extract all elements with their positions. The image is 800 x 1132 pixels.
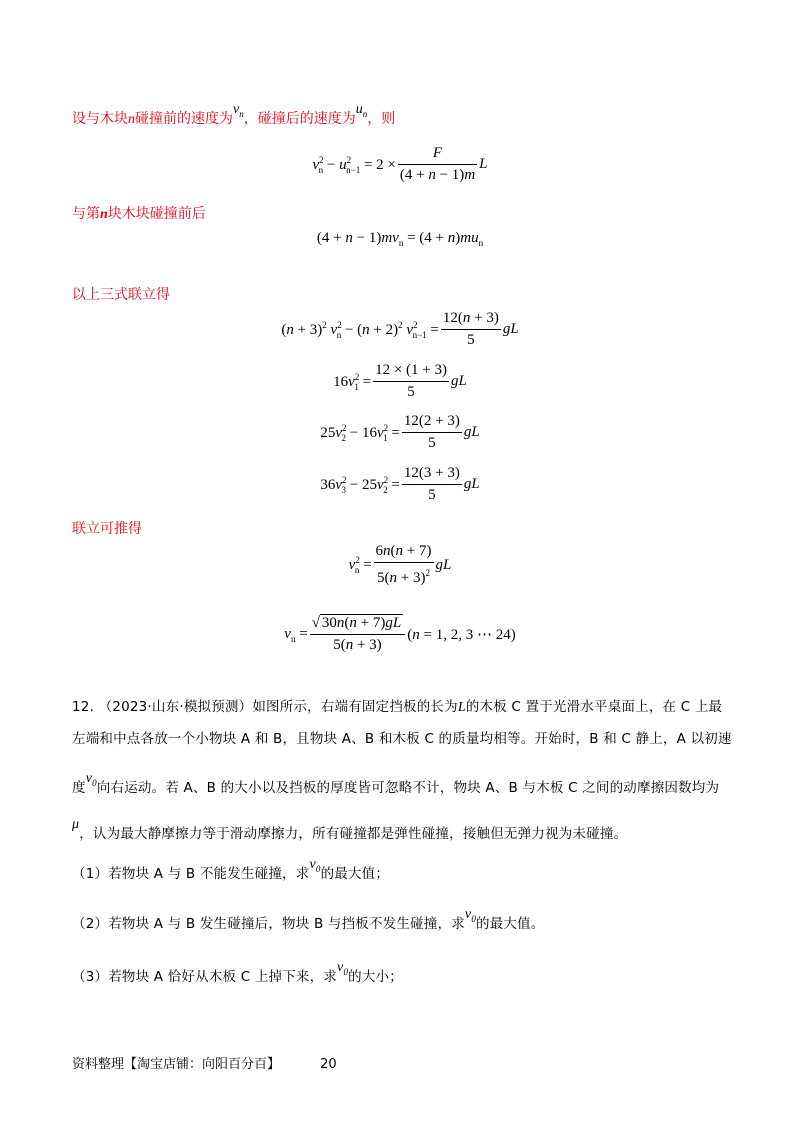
var-vn: $v_n$ <box>233 102 244 119</box>
text: ，碰撞后的速度为 <box>243 111 356 127</box>
var-n: n <box>128 112 135 127</box>
var-un: $u_n$ <box>355 102 368 119</box>
equation-4: $16v^2_1$ = $\frac{12 \times (1 + 3)}{5}$ gL <box>333 362 467 400</box>
equation-1: $v^2_n - u^2_{n-1} = 2$ × $\frac{F}{(4 + n - 1)m}$ L <box>312 145 488 183</box>
equation-8: $v_n$ = $\frac{√ 30n(n + 7)gL}{5(n + 3)}$ (n = 1, 2, 3 ⋯ 24) <box>284 615 516 653</box>
problem-line-3: 度$v_0$向右运动。若 A、B 的大小以及挡板的厚度皆可忽略不计，物块 A、B 与木板 C 之间的动摩擦因数均为 <box>72 771 720 796</box>
footer-label: 资料整理【淘宝店铺：向阳百分百】 <box>72 1057 281 1072</box>
text: ，则 <box>367 111 396 127</box>
equation-6: $36v^2_3 - 25v^2_2$ = $\frac{12(3 + 3)}{5}$ gL <box>320 465 480 503</box>
solution-line-2: 与第n块木块碰撞前后 <box>72 206 206 222</box>
question-2: （2）若物块 A 与 B 发生碰撞后，物块 B 与挡板不发生碰撞，求$v_0$的最大值。 <box>72 907 545 932</box>
footer <box>72 1053 337 1072</box>
solution-line-3: 以上三式联立得 <box>72 287 170 303</box>
problem-line-4: μ，认为最大静摩擦力等于滑动摩擦力，所有碰撞都是弹性碰撞，接触但无弹力视为未碰撞。 <box>72 817 628 842</box>
problem-number: 12. <box>72 699 95 715</box>
problem-line-2: 左端和中点各放一个小物块 A 和 B，且物块 A、B 和木板 C 的质量均相等。开始时，B 和 C 静上，A 以初速 <box>72 731 732 747</box>
problem-source: （2023·山东·模拟预测） <box>98 699 253 715</box>
text: 碰撞前的速度为 <box>135 111 233 127</box>
var-mu: μ <box>72 817 80 832</box>
text: 设与木块 <box>72 111 128 127</box>
equation-5: $25v^2_2 - 16v^2_1$ = $\frac{12(2 + 3)}{5}$ gL <box>320 413 480 451</box>
equation-7: $v^2_n$ = $\frac{6n(n + 7)}{5(n + 3)^2}$ gL <box>348 543 452 586</box>
page-number: 20 <box>320 1057 337 1072</box>
question-1: （1）若物块 A 与 B 不能发生碰撞，求$v_0$的最大值； <box>72 857 390 882</box>
equation-2: $(4 + n - 1)mv_n = (4 + n)mu_n$ <box>316 230 484 248</box>
solution-line-4: 联立可推得 <box>72 521 142 537</box>
equation-3: $(n + 3)^2$ $v^2_n - (n + 2)^2$ $v^2_{n-1}$ = $\frac{12(n + 3)}{5}$ gL <box>281 310 519 348</box>
solution-line-1 <box>72 102 396 129</box>
problem-line-1: 12. （2023·山东·模拟预测）如图所示，右端有固定挡板的长为L的木板 C 置于光滑水平桌面上，在 C 上最 <box>72 699 723 715</box>
question-3: （3）若物块 A 恰好从木板 C 上掉下来，求$v_0$的大小； <box>72 960 403 985</box>
var-v0: $v_0$ <box>85 771 97 788</box>
